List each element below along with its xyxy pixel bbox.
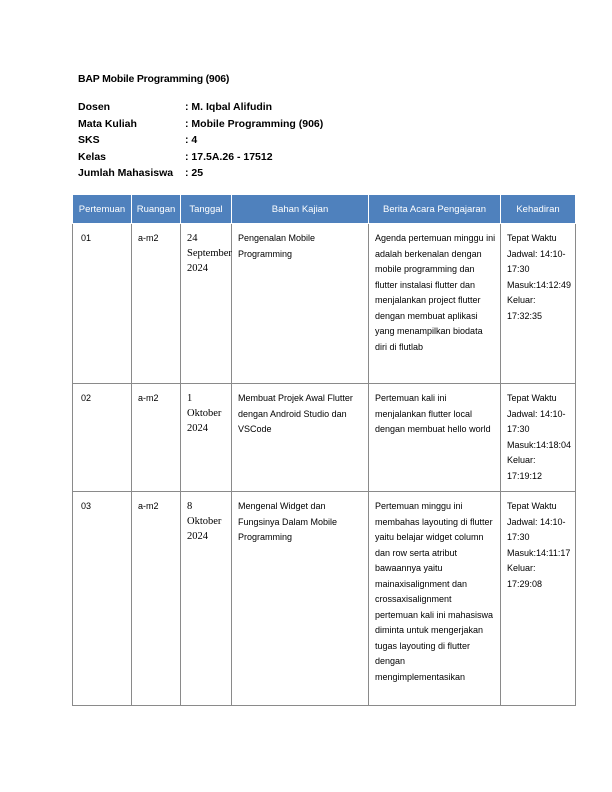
info-row-kelas [78, 151, 323, 168]
cell-bahan-kajian: Pengenalan Mobile Programming [238, 233, 316, 259]
info-value: : 25 [185, 167, 204, 179]
info-value: : Mobile Programming (906) [185, 117, 324, 130]
header-pertemuan: Pertemuan [73, 195, 132, 224]
cell-tanggal: 24 September 2024 [187, 233, 232, 274]
info-block [78, 101, 323, 184]
cell-tanggal: 1 Oktober 2024 [187, 393, 222, 434]
header-bahan-kajian: Bahan Kajian [232, 195, 369, 224]
cell-pertemuan: 03 [81, 501, 92, 511]
info-row-dosen [78, 101, 323, 118]
table-row [73, 224, 576, 384]
info-label: Mata Kuliah [78, 117, 137, 130]
table-row [73, 492, 576, 706]
document-title: BAP Mobile Programming (906) [78, 73, 230, 85]
cell-bahan-kajian: Membuat Projek Awal Flutter dengan Android Studio dan VSCode [238, 393, 353, 434]
info-label: SKS [78, 134, 100, 146]
cell-ruangan: a-m2 [138, 501, 159, 511]
info-row-mata-kuliah [78, 118, 323, 135]
cell-tanggal: 8 Oktober 2024 [187, 501, 222, 542]
bap-table [72, 194, 576, 706]
cell-bahan-kajian: Mengenal Widget dan Fungsinya Dalam Mobile Programming [238, 501, 338, 542]
cell-ruangan: a-m2 [138, 233, 159, 243]
cell-ruangan: a-m2 [138, 393, 159, 403]
cell-berita-acara: Pertemuan minggu ini membahas layouting di flutter yaitu belajar widget column dan row serta atribut bawaannya yaitu mainaxisalignment dan crossaxisalignment pertemuan kali ini mahasiswa diminta untuk mengerjakan tugas layouting di flutter dengan mengimplementasikan [375, 501, 494, 682]
header-kehadiran: Kehadiran [501, 195, 576, 224]
cell-berita-acara: Agenda pertemuan minggu ini adalah berkenalan dengan mobile programming dan flutter instalasi flutter dan menjalankan project flutter dengan membuat aplikasi yang menampilkan biodata diri di flutlab [375, 233, 496, 352]
cell-kehadiran: Tepat Waktu Jadwal: 14:10-17:30 Masuk:14:18:04 Keluar: 17:19:12 [507, 393, 572, 481]
header-tanggal: Tanggal [181, 195, 232, 224]
cell-kehadiran: Tepat Waktu Jadwal: 14:10-17:30 Masuk:14:12:49 Keluar: 17:32:35 [507, 233, 572, 321]
cell-pertemuan: 02 [81, 393, 92, 403]
table-header-row [73, 195, 576, 224]
table-row [73, 384, 576, 492]
info-row-jumlah-mahasiswa [78, 167, 323, 184]
info-value: : 4 [185, 134, 198, 146]
cell-pertemuan: 01 [81, 233, 92, 243]
header-berita-acara: Berita Acara Pengajaran [369, 195, 501, 224]
cell-kehadiran: Tepat Waktu Jadwal: 14:10-17:30 Masuk:14:11:17 Keluar: 17:29:08 [507, 501, 571, 589]
info-label: Jumlah Mahasiswa [78, 167, 174, 179]
info-value: : 17.5A.26 - 17512 [185, 150, 273, 163]
header-ruangan: Ruangan [132, 195, 181, 224]
info-value: : M. Iqbal Alifudin [185, 101, 273, 113]
info-row-sks [78, 134, 323, 151]
info-label: Dosen [78, 101, 111, 113]
info-label: Kelas [78, 150, 107, 163]
cell-berita-acara: Pertemuan kali ini menjalankan flutter local dengan membuat hello world [375, 393, 491, 434]
